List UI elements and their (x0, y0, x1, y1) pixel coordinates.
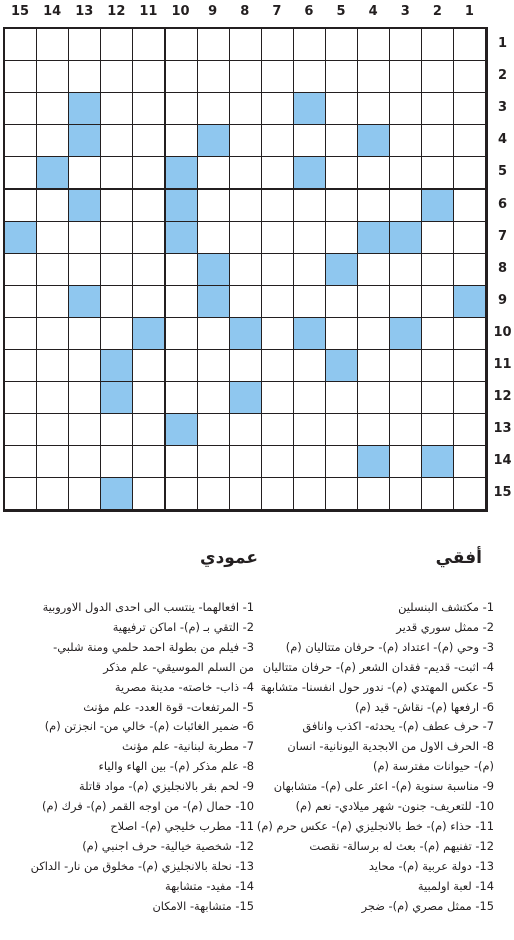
row-number: 1 (497, 36, 508, 51)
row-number: 7 (497, 228, 508, 244)
horizontal-clue: 2- ممثل سوري قدير (396, 619, 494, 634)
horizontal-clue: 13- دولة عربية (م)- محايد (368, 858, 494, 873)
vertical-clue: من السلم الموسيقي- علم مذكر (103, 659, 254, 674)
horizontal-title: أفقي (435, 548, 482, 568)
horizontal-clue: 14- لعبة اولمبية (417, 878, 494, 893)
row-number: 12 (493, 389, 512, 405)
column-number: 7 (272, 4, 282, 19)
vertical-clue: 14- مفيد- متشابهة (165, 878, 254, 893)
vertical-clue: 9- لحم بقر بالانجليزي (م)- مواد قاتلة (78, 779, 254, 794)
vertical-clue: 12- شخصية خيالية- حرف اجنبي (م) (82, 838, 254, 853)
vertical-title: عمودي (200, 548, 258, 568)
row-number: 3 (497, 100, 508, 116)
column-number: 4 (368, 4, 378, 19)
vertical-clue: 4- ذاب- خاصته- مدينة مصرية (114, 679, 254, 694)
horizontal-clue: 11- حذاء (م)- خط بالانجليزي (م)- عكس حرم (م) (256, 818, 494, 833)
column-number: 2 (432, 4, 442, 19)
row-number: 8 (497, 260, 508, 276)
row-number: 13 (493, 421, 512, 437)
row-number: 15 (493, 485, 512, 501)
horizontal-clue: 10- للتعريف- جنون- شهر ميلادي- نعم (م) (295, 799, 494, 814)
row-number: 4 (497, 132, 508, 148)
horizontal-clue: 8- الحرف الاول من الابجدية اليونانية- انسان (287, 739, 494, 754)
vertical-clue: 11- مطرب خليجي (م)- اصلاح (110, 818, 254, 833)
column-number: 3 (400, 4, 410, 19)
vertical-clue: 2- التقي بـ (م)- اماكن ترفيهية (112, 619, 254, 634)
vertical-clue: 7- مطربة لبنانية- علم مؤنث (122, 739, 254, 754)
vertical-clue: 1- افعالهما- ينتسب الى احدى الدول الاوروبية (42, 600, 254, 614)
column-number: 5 (336, 4, 346, 19)
vertical-clue: 5- المرتفعات- قوة العدد- علم مؤنث (83, 699, 254, 714)
column-number: 12 (107, 4, 126, 19)
horizontal-clue: 5- عكس المهتدي (م)- ندور حول انفسنا- متشابهة (260, 679, 494, 694)
horizontal-clue: 4- اثبت- قديم- فقدان الشعر (م)- حرفان متتاليان (262, 659, 494, 674)
vertical-clue: 10- حمال (م)- من اوجه القمر (م)- فرك (م) (42, 799, 254, 814)
horizontal-clue: 1- مكتشف البنسلين (398, 600, 494, 614)
horizontal-clue: 7- حرف عطف (م)- يحدثه- اكذب وانافق (302, 719, 494, 734)
row-number: 9 (497, 292, 508, 308)
horizontal-clue: 3- وحي (م)- اعتداد (م)- حرفان متتاليان (م) (285, 639, 494, 654)
column-number: 8 (240, 4, 250, 19)
vertical-clue: 8- علم مذكر (م)- بين الهاء والياء (98, 759, 254, 774)
row-number: 5 (497, 164, 508, 180)
row-number: 14 (493, 453, 512, 469)
column-number: 13 (75, 4, 94, 19)
row-number: 2 (497, 68, 508, 84)
column-number: 14 (43, 4, 62, 19)
vertical-clue: 15- متشابهة- الامكان (152, 898, 254, 913)
column-number: 15 (11, 4, 30, 19)
column-number: 1 (464, 4, 474, 19)
row-number: 6 (497, 196, 508, 212)
column-number: 6 (304, 4, 314, 19)
horizontal-clue: (م)- حيوانات مفترسة (م) (373, 759, 494, 774)
vertical-clue: 6- ضمير الغائبات (م)- خالي من- انجزتن (م) (44, 719, 254, 734)
vertical-clue: 3- فيلم من بطولة احمد حلمي ومنة شلبي- (53, 639, 254, 654)
vertical-clues-list (4, 598, 254, 917)
row-number: 11 (493, 357, 512, 372)
horizontal-clue: 15- ممثل مصري (م)- ضجر (361, 898, 494, 913)
column-number: 9 (208, 4, 218, 19)
horizontal-clue: 12- تفنيهم (م)- بعث له برسالة- نقصت (309, 838, 494, 853)
horizontal-clue: 6- ارفعها (م)- نقاش- قيد (م) (354, 699, 494, 714)
vertical-clue: 13- نحلة بالانجليزي (م)- مخلوق من نار- الداكن (30, 858, 254, 873)
horizontal-clues-list (252, 598, 494, 917)
horizontal-clue: 9- مناسبة سنوية (م)- اعثر على (م)- متشابهان (273, 779, 494, 794)
grid-outline (3, 27, 488, 512)
column-number: 11 (139, 4, 158, 19)
column-number: 10 (171, 4, 190, 19)
row-number: 10 (493, 324, 512, 340)
